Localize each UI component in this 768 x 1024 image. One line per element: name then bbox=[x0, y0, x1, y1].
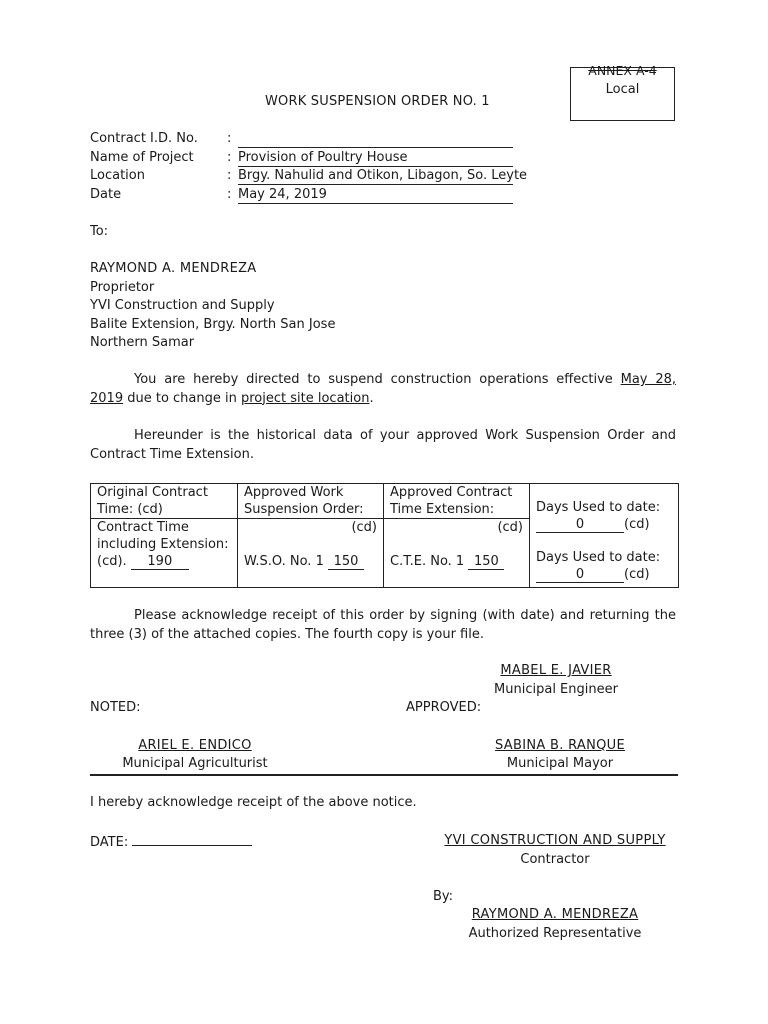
effective-date: May 28, 2019 bbox=[90, 372, 676, 406]
directive-text: You are hereby directed to suspend construction operations effective bbox=[134, 372, 621, 387]
agriculturist-title: Municipal Agriculturist bbox=[122, 756, 268, 771]
table-cte-cell bbox=[384, 519, 530, 588]
divider bbox=[90, 774, 678, 776]
date-label: DATE: bbox=[90, 835, 129, 850]
field-value-contract-id bbox=[238, 131, 513, 148]
wso-label: W.S.O. No. 1 bbox=[244, 554, 324, 569]
directive-text-end: . bbox=[369, 390, 374, 406]
suspension-reason: project site location bbox=[241, 390, 370, 406]
field-value-date: May 24, 2019 bbox=[238, 187, 513, 204]
suspension-directive-paragraph bbox=[90, 371, 676, 408]
engineer-title: Municipal Engineer bbox=[494, 682, 618, 697]
field-colon: : bbox=[227, 131, 232, 146]
directive-text-mid: due to change in bbox=[123, 390, 241, 406]
contract-time-extension-label: Approved Contract Time Extension: bbox=[390, 485, 513, 517]
annex-label: ANNEX A-4 bbox=[588, 63, 657, 78]
field-label-date: Date bbox=[90, 187, 122, 202]
by-label: By: bbox=[433, 889, 454, 904]
mayor-name: SABINA B. RANQUE bbox=[495, 738, 625, 753]
annex-box bbox=[570, 63, 675, 121]
recipient-address-line2: Northern Samar bbox=[90, 335, 195, 350]
noted-label: NOTED: bbox=[90, 700, 141, 715]
unit-label: (cd) bbox=[624, 567, 650, 582]
acknowledgement-instructions-paragraph: Please acknowledge receipt of this order by signing (with date) and returning the three (3) of the attached copies. The fourth copy is your file. bbox=[90, 608, 676, 642]
agriculturist-name: ARIEL E. ENDICO bbox=[138, 738, 252, 753]
historical-data-table bbox=[90, 483, 679, 588]
cd-prefix: (cd). bbox=[97, 554, 127, 569]
days-used-value-2: 0 bbox=[536, 568, 624, 583]
cte-label: C.T.E. No. 1 bbox=[390, 554, 465, 569]
contractor-company: YVI CONSTRUCTION AND SUPPLY bbox=[444, 833, 666, 848]
field-colon: : bbox=[227, 187, 232, 202]
table-header-original-contract-time bbox=[91, 484, 238, 519]
historical-data-paragraph: Hereunder is the historical data of your approved Work Suspension Order and Contract Time Extension. bbox=[90, 428, 676, 462]
date-signature-row bbox=[90, 833, 252, 850]
field-label-location: Location bbox=[90, 168, 145, 183]
days-used-value-1: 0 bbox=[536, 518, 624, 533]
annex-sublabel: Local bbox=[605, 82, 640, 97]
contract-time-including-extension-label: Contract Time including Extension: bbox=[97, 520, 229, 552]
mayor-title: Municipal Mayor bbox=[506, 756, 614, 771]
acknowledge-text: I hereby acknowledge receipt of the above notice. bbox=[90, 795, 417, 810]
work-suspension-order-label: Approved Work Suspension Order: bbox=[244, 485, 364, 517]
unit-label: (cd) bbox=[351, 520, 377, 535]
field-value-project-name: Provision of Poultry House bbox=[238, 150, 513, 167]
recipient-company: YVI Construction and Supply bbox=[90, 298, 275, 313]
date-signature-line bbox=[132, 833, 252, 846]
field-colon: : bbox=[227, 168, 232, 183]
cte-value: 150 bbox=[468, 555, 504, 570]
table-contract-time-including-extension bbox=[91, 519, 238, 588]
recipient-name: RAYMOND A. MENDREZA bbox=[90, 261, 257, 276]
approved-label: APPROVED: bbox=[406, 700, 482, 715]
table-wso-cell bbox=[238, 519, 384, 588]
recipient-address-line1: Balite Extension, Brgy. North San Jose bbox=[90, 317, 336, 332]
to-label: To: bbox=[90, 224, 109, 239]
days-used-label-2: Days Used to date: bbox=[536, 550, 661, 565]
field-colon: : bbox=[227, 150, 232, 165]
unit-label: (cd) bbox=[497, 520, 523, 535]
table-header-work-suspension-order bbox=[238, 484, 384, 519]
table-days-used-cell bbox=[530, 484, 679, 588]
contract-time-value: 190 bbox=[131, 555, 189, 570]
representative-title: Authorized Representative bbox=[468, 926, 642, 941]
unit-label: (cd) bbox=[624, 517, 650, 532]
contractor-role: Contractor bbox=[520, 852, 590, 867]
engineer-name: MABEL E. JAVIER bbox=[500, 663, 612, 678]
field-label-contract-id: Contract I.D. No. bbox=[90, 131, 198, 146]
representative-name: RAYMOND A. MENDREZA bbox=[471, 907, 639, 922]
document-title: WORK SUSPENSION ORDER NO. 1 bbox=[265, 94, 490, 109]
table-header-contract-time-extension bbox=[384, 484, 530, 519]
original-contract-time-label: Original Contract Time: (cd) bbox=[97, 485, 208, 517]
recipient-title: Proprietor bbox=[90, 280, 155, 295]
field-value-location: Brgy. Nahulid and Otikon, Libagon, So. Leyte bbox=[238, 168, 528, 183]
wso-value: 150 bbox=[328, 555, 364, 570]
days-used-label-1: Days Used to date: bbox=[536, 500, 661, 515]
field-label-project-name: Name of Project bbox=[90, 150, 194, 165]
